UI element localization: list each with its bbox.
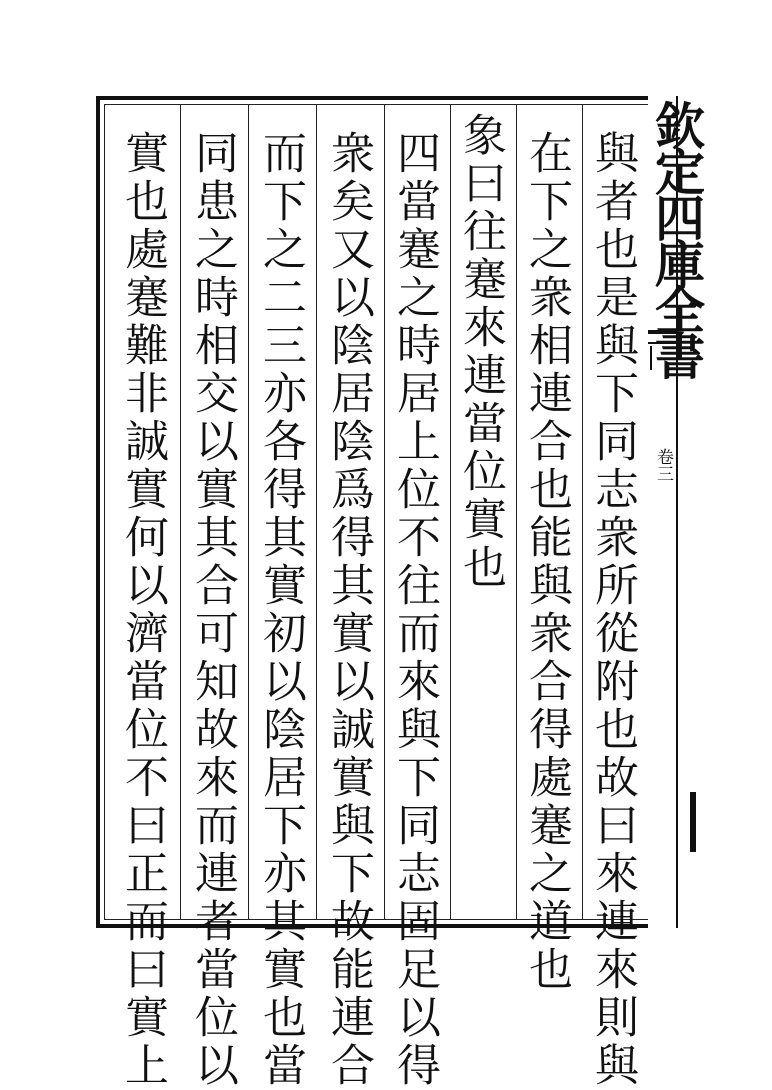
column-divider bbox=[316, 104, 317, 920]
column-divider bbox=[450, 104, 451, 920]
text-column: 象曰往蹇來連當位實也 bbox=[455, 112, 506, 592]
column-divider bbox=[180, 104, 181, 920]
column-divider bbox=[516, 104, 517, 920]
text-column: 實也處蹇難非誠實何以濟當位不曰正而曰實上 bbox=[117, 130, 168, 1090]
text-column: 同患之時相交以實其合可知故來而連者當位以 bbox=[187, 130, 238, 1090]
text-column: 而下之二三亦各得其實初以陰居下亦其實也當 bbox=[255, 130, 306, 1090]
text-column: 四當蹇之時居上位不往而來與下同志固足以得 bbox=[389, 130, 440, 1090]
text-column: 衆矣又以陰居陰爲得其實以誠實與下故能連合 bbox=[323, 130, 374, 1090]
column-divider bbox=[582, 104, 583, 920]
volume-label: 卷三 bbox=[653, 448, 673, 482]
book-title: 欽定四庫全書 bbox=[647, 100, 706, 376]
margin-rule bbox=[648, 330, 676, 334]
column-divider bbox=[384, 104, 385, 920]
scan-mark bbox=[690, 792, 696, 852]
margin-edge bbox=[676, 96, 678, 928]
margin-rule bbox=[648, 342, 676, 344]
text-column: 與者也是與下同志衆所從附也故曰來連來則與 bbox=[587, 130, 638, 1090]
text-column: 在下之衆相連合也能與衆合得處蹇之道也 bbox=[521, 130, 572, 994]
column-divider bbox=[248, 104, 249, 920]
fishtail-mark bbox=[650, 346, 664, 370]
